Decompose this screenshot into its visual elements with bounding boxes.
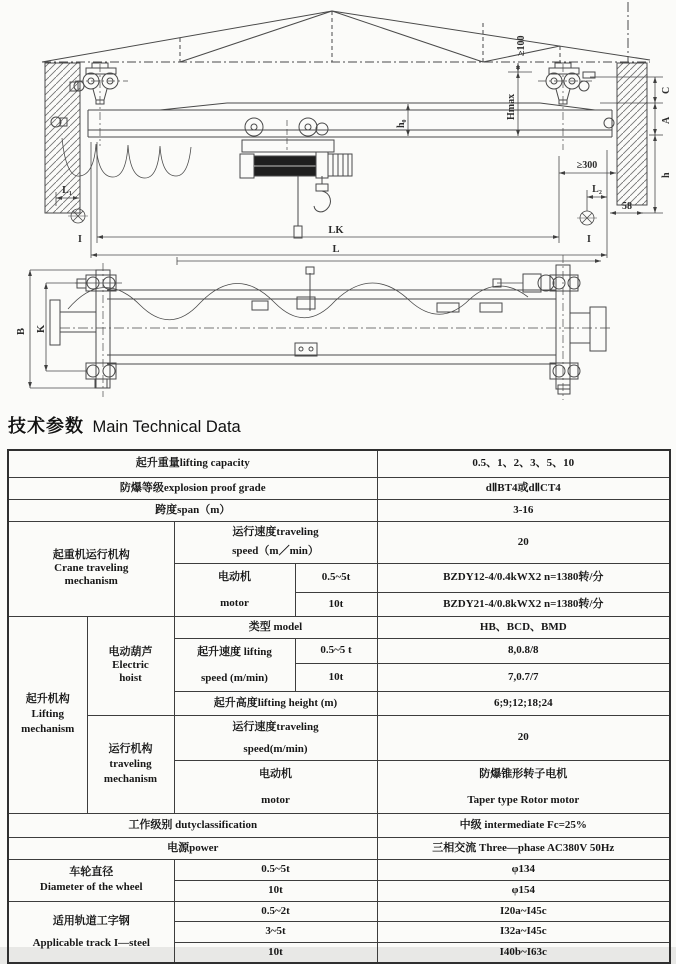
- cell-track-group: 适用轨道工字钢 Applicable track I—steel: [8, 901, 174, 963]
- cell-explosion-label: 防爆等级explosion proof grade: [8, 477, 377, 499]
- dim-label-l2: L₂: [592, 184, 602, 195]
- cell-power-label: 电源power: [8, 837, 377, 859]
- cell-hoist-travel-speed-value: 20: [377, 715, 670, 760]
- dim-label-l: L: [332, 244, 340, 255]
- dim-label-rail-left: I: [78, 234, 82, 245]
- cell-track-10t-value: I40b~I63c: [377, 942, 670, 963]
- cell-crane-motor-05-5t-value: BZDY12-4/0.4kWX2 n=1380转/分: [377, 563, 670, 593]
- cell-lifting-speed-05-5t: 0.5~5 t: [295, 638, 377, 664]
- dim-label-c: C: [661, 86, 672, 94]
- cell-wheel-10t: 10t: [174, 880, 377, 901]
- cell-electric-hoist-group: 电动葫芦 Electric hoist: [87, 616, 174, 715]
- dim-label-h0: h₀: [396, 119, 407, 128]
- cell-track-05-2t: 0.5~2t: [174, 901, 377, 921]
- cell-wheel-10t-value: φ154: [377, 880, 670, 901]
- bridge-girder: [88, 103, 612, 137]
- cell-crane-motor-05-5t: 0.5~5t: [295, 563, 377, 593]
- cell-duty-label: 工作级别 dutyclassification: [8, 813, 377, 837]
- cell-hoist-motor-value: 防爆锥形转子电机 Taper type Rotor motor: [377, 760, 670, 813]
- rail-symbol-right: [577, 211, 597, 225]
- electric-hoist: [240, 118, 352, 238]
- cell-lifting-speed-label: 起升速度 lifting speed (m/min): [174, 638, 295, 691]
- dim-label-clearance-side: ≥300: [576, 160, 598, 171]
- row-crane-travel-speed: [8, 521, 670, 563]
- cell-wheel-05-5t-value: φ134: [377, 859, 670, 880]
- cell-hoist-traveling-group: 运行机构 traveling mechanism: [87, 715, 174, 813]
- cell-lifting-speed-05-5t-value: 8,0.8/8: [377, 638, 670, 664]
- cell-crane-motor-10t: 10t: [295, 593, 377, 616]
- cell-hoist-travel-speed-label: 运行速度traveling speed(m/min): [174, 715, 377, 760]
- dim-label-rail-right: I: [587, 234, 591, 245]
- dim-label-k: K: [36, 324, 47, 333]
- elevation-drawing: [0, 0, 676, 256]
- page-title: [8, 412, 241, 438]
- cell-crane-motor-label: 电动机 motor: [174, 563, 295, 616]
- roof-truss: [42, 2, 650, 62]
- end-carriage-right: [493, 255, 580, 400]
- cell-duty-value: 中级 intermediate Fc=25%: [377, 813, 670, 837]
- cell-track-3-5t: 3~5t: [174, 921, 377, 942]
- row-power: [8, 837, 670, 859]
- dim-label-hmax: Hmax: [506, 93, 517, 120]
- cell-span-label: 跨度span（m）: [8, 499, 377, 521]
- dim-label-clearance-top: ≥100: [516, 35, 527, 56]
- wall-right: [604, 63, 647, 205]
- cell-explosion-value: dⅡBT4或dⅡCT4: [377, 477, 670, 499]
- cell-lifting-speed-10t: 10t: [295, 664, 377, 691]
- cell-model-value: HB、BCD、BMD: [377, 616, 670, 638]
- cell-capacity-value: 0.5、1、2、3、5、10: [377, 450, 670, 477]
- festoon-cable: [62, 138, 191, 178]
- cell-travel-speed-value: 20: [377, 521, 670, 563]
- dim-label-l1: L₁: [62, 185, 72, 196]
- title-en: Main Technical Data: [92, 418, 241, 436]
- plan-drawing: [0, 255, 676, 403]
- cell-lifting-speed-10t-value: 7,0.7/7: [377, 664, 670, 691]
- cell-wheel-05-5t: 0.5~5t: [174, 859, 377, 880]
- girder-fittings: [252, 267, 502, 356]
- hook: [314, 176, 330, 212]
- row-explosion-grade: [8, 477, 670, 499]
- cell-track-3-5t-value: I32a~I45c: [377, 921, 670, 942]
- row-track-05-2t: [8, 901, 670, 921]
- row-lifting-capacity: [8, 450, 670, 477]
- cell-span-value: 3-16: [377, 499, 670, 521]
- cell-power-value: 三相交流 Three—phase AC380V 50Hz: [377, 837, 670, 859]
- row-span: [8, 499, 670, 521]
- end-stop-left: [50, 300, 96, 345]
- row-hoist-travel-speed: [8, 715, 670, 760]
- cell-model-label: 类型 model: [174, 616, 377, 638]
- dim-label-lk: LK: [328, 225, 344, 236]
- cell-wheel-diameter-group: 车轮直径 Diameter of the wheel: [8, 859, 174, 901]
- cell-crane-motor-10t-value: BZDY21-4/0.8kWX2 n=1380转/分: [377, 593, 670, 616]
- dim-label-b: B: [16, 327, 27, 335]
- row-hoist-model: [8, 616, 670, 638]
- dim-label-h: h: [661, 172, 672, 178]
- cell-travel-speed-label: 运行速度traveling speed（m／min）: [174, 521, 377, 563]
- row-duty-classification: [8, 813, 670, 837]
- cell-crane-traveling-group: 起重机运行机构 Crane traveling mechanism: [8, 521, 174, 616]
- girder-plan: [60, 290, 612, 364]
- dim-label-a: A: [661, 116, 672, 124]
- cell-hoist-motor-label: 电动机 motor: [174, 760, 377, 813]
- main-technical-data-table: [7, 449, 671, 964]
- end-bracket-right: [570, 307, 606, 351]
- dimension-lines: [56, 63, 663, 258]
- dim-label-58: 58: [622, 201, 632, 212]
- cell-capacity-label: 起升重量lifting capacity: [8, 450, 377, 477]
- row-wheel-05-5t: [8, 859, 670, 880]
- festoon-cable-plan: [68, 283, 528, 320]
- cell-lifting-mechanism-group: 起升机构 Lifting mechanism: [8, 616, 87, 813]
- cell-track-10t: 10t: [174, 942, 377, 963]
- cell-lifting-height-value: 6;9;12;18;24: [377, 691, 670, 715]
- cell-lifting-height-label: 起升高度lifting height (m): [174, 691, 377, 715]
- title-zh: 技术参数: [8, 416, 84, 436]
- cell-track-05-2t-value: I20a~I45c: [377, 901, 670, 921]
